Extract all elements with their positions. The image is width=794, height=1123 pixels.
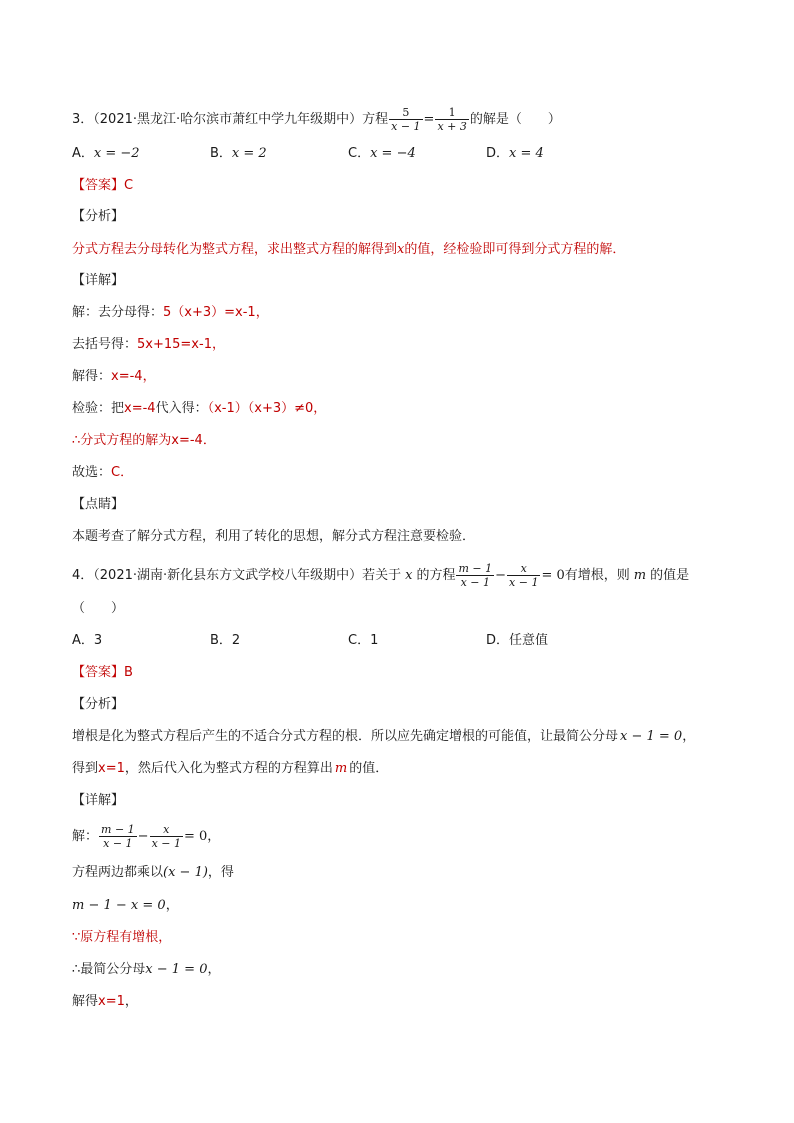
q3-comment: 本题考查了解分式方程，利用了转化的思想，解分式方程注意要检验． [72, 529, 476, 544]
q4-fraction-1: $\frac{m - 1}{x - 1}$ [458, 562, 493, 589]
q4-options [72, 631, 712, 651]
q4-detail-line-2: 方程两边都乘以(x − 1)，得 [72, 865, 234, 880]
q4-detail-tag: 【详解】 [72, 793, 125, 808]
q3-answer-value: C [124, 178, 134, 193]
q3-detail-line-6: 故选：C． [72, 465, 134, 480]
q3-detail-tag: 【详解】 [72, 273, 125, 288]
q3-option-b[interactable]: B．x = 2 [210, 146, 267, 161]
q3-answer-tag: 【答案】 [72, 178, 125, 193]
q4-answer [72, 663, 133, 683]
q4-detail-fraction-1: $\frac{m - 1}{x - 1}$ [101, 823, 135, 850]
q4-analysis-line-2: 得到x=1，然后代入化为整式方程的方程算出 m 的值． [72, 761, 389, 776]
q3-detail-line-4: 检验：把x=-4代入得：（x-1）（x+3）≠0， [72, 401, 327, 416]
q3-option-a[interactable]: A．x = −2 [72, 146, 140, 161]
q4-fraction-2: $\frac{x}{x - 1}$ [509, 562, 539, 589]
q4-stem: 4．（2021·湖南·新化县东方文武学校八年级期中）若关于 x 的方程 $\frac{m - 1}{x - 1}$ − $\frac{x}{x - 1}$ = 0有增根，则 m 的值是 [72, 562, 690, 589]
q4-paren: （ ） [72, 601, 125, 616]
q4-detail-line-1: 解： $\frac{m - 1}{x - 1}$ − $\frac{x}{x - 1}$ = 0， [72, 823, 221, 850]
q3-analysis-tag: 【分析】 [72, 209, 125, 224]
q3-analysis: 分式方程去分母转化为整式方程，求出整式方程的解得到x的值，经检验即可得到分式方程的解． [72, 242, 626, 257]
q3-detail-line-3: 解得：x=-4， [72, 369, 156, 384]
q4-analysis-line-1: 增根是化为整式方程后产生的不适合分式方程的根．所以应先确定增根的可能值，让最简公分母 x − 1 = 0， [72, 729, 696, 744]
q3-option-d[interactable]: D．x = 4 [486, 146, 544, 161]
q3-fraction-2: $\frac{1}{x + 3}$ [437, 106, 467, 133]
q3-equals: = [423, 112, 435, 127]
q3-fraction-1: $\frac{5}{x - 1}$ [391, 106, 421, 133]
q4-detail-line-3: m − 1 − x = 0， [72, 898, 179, 913]
q4-answer-value: B [124, 665, 133, 680]
q3-detail-line-1: 解：去分母得：5（x+3）=x-1， [72, 305, 269, 320]
q3-options [72, 144, 712, 164]
q4-option-b[interactable]: B．2 [210, 633, 241, 648]
q3-answer [72, 176, 133, 196]
q4-analysis-tag: 【分析】 [72, 697, 125, 712]
q4-detail-line-4: ∵原方程有增根， [72, 930, 172, 945]
q4-detail-line-6: 解得x=1， [72, 994, 138, 1009]
q3-detail-line-5: ∴分式方程的解为x=-4． [72, 433, 216, 448]
q4-detail-fraction-2: $\frac{x}{x - 1}$ [151, 823, 181, 850]
q4-detail-line-5: ∴最简公分母x − 1 = 0， [72, 962, 221, 977]
q4-option-a[interactable]: A．3 [72, 633, 103, 648]
q4-option-c[interactable]: C．1 [348, 633, 379, 648]
q3-option-c[interactable]: C．x = −4 [348, 146, 416, 161]
q3-stem-suffix: 的解是（ ） [469, 112, 561, 127]
q4-answer-tag: 【答案】 [72, 665, 125, 680]
q3-detail-line-2: 去括号得：5x+15=x-1， [72, 337, 225, 352]
q3-stem-prefix: 3．（2021·黑龙江·哈尔滨市萧红中学九年级期中）方程 [72, 112, 389, 127]
q4-option-d[interactable]: D．任意值 [486, 633, 549, 648]
q3-comment-tag: 【点睛】 [72, 497, 125, 512]
q3-stem [72, 106, 561, 133]
